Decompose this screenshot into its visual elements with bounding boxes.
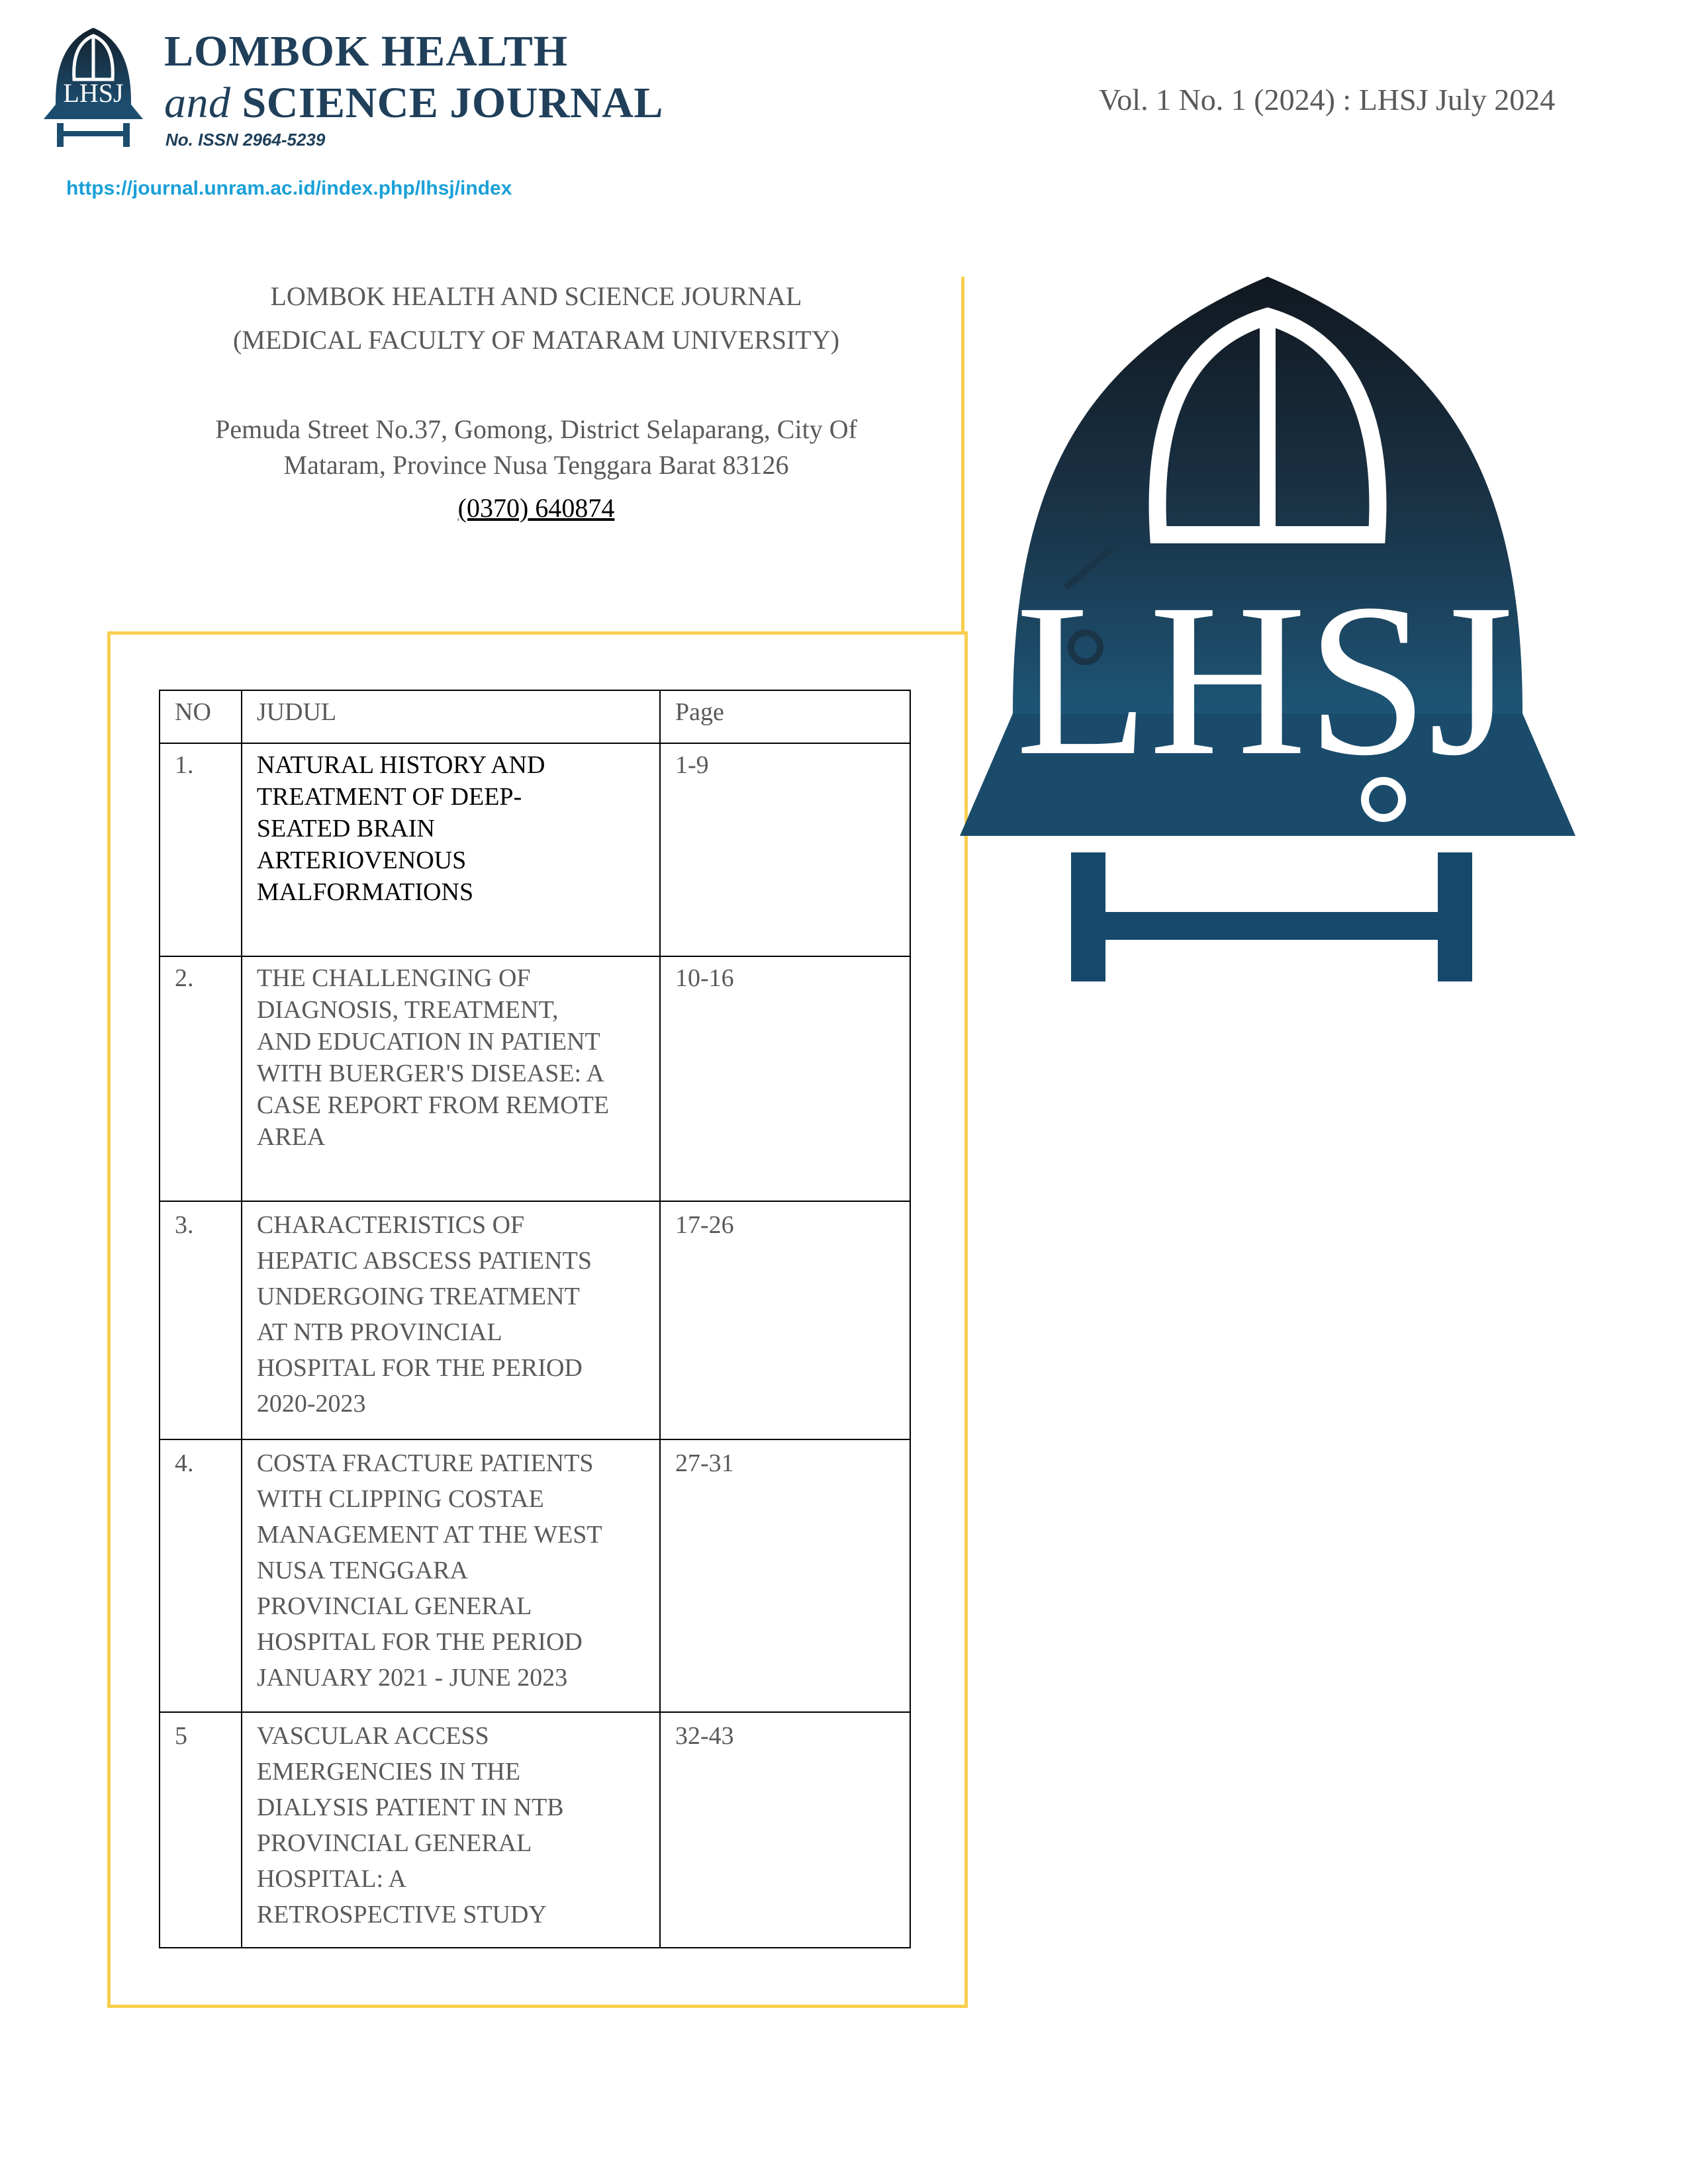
toc-table xyxy=(159,690,911,1948)
journal-title-rest: SCIENCE JOURNAL xyxy=(242,79,663,127)
publisher-faculty: (MEDICAL FACULTY OF MATARAM UNIVERSITY) xyxy=(232,325,840,355)
row-title xyxy=(242,743,660,956)
phone-number[interactable]: (0370) 640874 xyxy=(457,493,615,523)
row-title-text: COSTA FRACTURE PATIENTS WITH CLIPPING COSTAE MANAGEMENT AT THE WEST NUSA TENGGARA PROVINCIAL GENERAL HOSPITAL FOR THE PERIOD JANUARY 2021 - JUNE 2023 xyxy=(256,1449,602,1692)
row-no: 1. xyxy=(160,743,242,956)
table-row xyxy=(160,1201,910,1439)
row-no: 5 xyxy=(160,1712,242,1948)
row-page: 32-43 xyxy=(660,1712,910,1948)
row-page: 17-26 xyxy=(660,1201,910,1439)
row-title-text: VASCULAR ACCESS EMERGENCIES IN THE DIALYSIS PATIENT IN NTB PROVINCIAL GENERAL HOSPITAL: A RETROSPECTIVE STUDY xyxy=(256,1722,564,1929)
row-page: 27-31 xyxy=(660,1439,910,1712)
table-row xyxy=(160,743,910,956)
table-row xyxy=(160,1439,910,1712)
row-title-text: THE CHALLENGING OF DIAGNOSIS, TREATMENT, AND EDUCATION IN PATIENT WITH BUERGER'S DISEASE: A CASE REPORT FROM REMOTE AREA xyxy=(256,964,610,1151)
table-header-row xyxy=(160,690,910,743)
row-no: 2. xyxy=(160,956,242,1201)
row-page: 1-9 xyxy=(660,743,910,956)
logo-small-text: LHSJ xyxy=(63,78,124,108)
header-page: Page xyxy=(660,690,910,743)
journal-title-and: and xyxy=(164,79,231,127)
header-judul: JUDUL xyxy=(242,690,660,743)
journal-logo-small xyxy=(44,26,143,150)
issn-label: No. ISSN 2964-5239 xyxy=(165,130,326,150)
row-no: 4. xyxy=(160,1439,242,1712)
publisher-name: LOMBOK HEALTH AND SCIENCE JOURNAL xyxy=(270,281,802,311)
publisher-address: Pemuda Street No.37, Gomong, District Selaparang, City Of Mataram, Province Nusa Tenggara Barat 83126 xyxy=(215,414,857,480)
publisher-phone[interactable] xyxy=(185,492,887,523)
header-no: NO xyxy=(160,690,242,743)
logo-large-text: LHSJ xyxy=(1015,559,1513,801)
journal-title-line1: LOMBOK HEALTH xyxy=(164,27,569,75)
row-title-text: NATURAL HISTORY AND TREATMENT OF DEEP- SEATED BRAIN ARTERIOVENOUS MALFORMATIONS xyxy=(256,751,545,906)
table-row xyxy=(160,1712,910,1948)
table-row xyxy=(160,956,910,1201)
row-title xyxy=(242,956,660,1201)
journal-title-line2 xyxy=(164,78,663,128)
row-no: 3. xyxy=(160,1201,242,1439)
row-title xyxy=(242,1201,660,1439)
journal-logo-large xyxy=(960,277,1575,985)
row-title-text: CHARACTERISTICS OF HEPATIC ABSCESS PATIENTS UNDERGOING TREATMENT AT NTB PROVINCIAL HOSPITAL FOR THE PERIOD 2020-2023 xyxy=(256,1211,592,1418)
journal-url-link[interactable]: https://journal.unram.ac.id/index.php/lhsj/index xyxy=(66,177,512,199)
row-title xyxy=(242,1439,660,1712)
volume-info: Vol. 1 No. 1 (2024) : LHSJ July 2024 xyxy=(1099,83,1556,116)
row-title xyxy=(242,1712,660,1948)
row-page: 10-16 xyxy=(660,956,910,1201)
